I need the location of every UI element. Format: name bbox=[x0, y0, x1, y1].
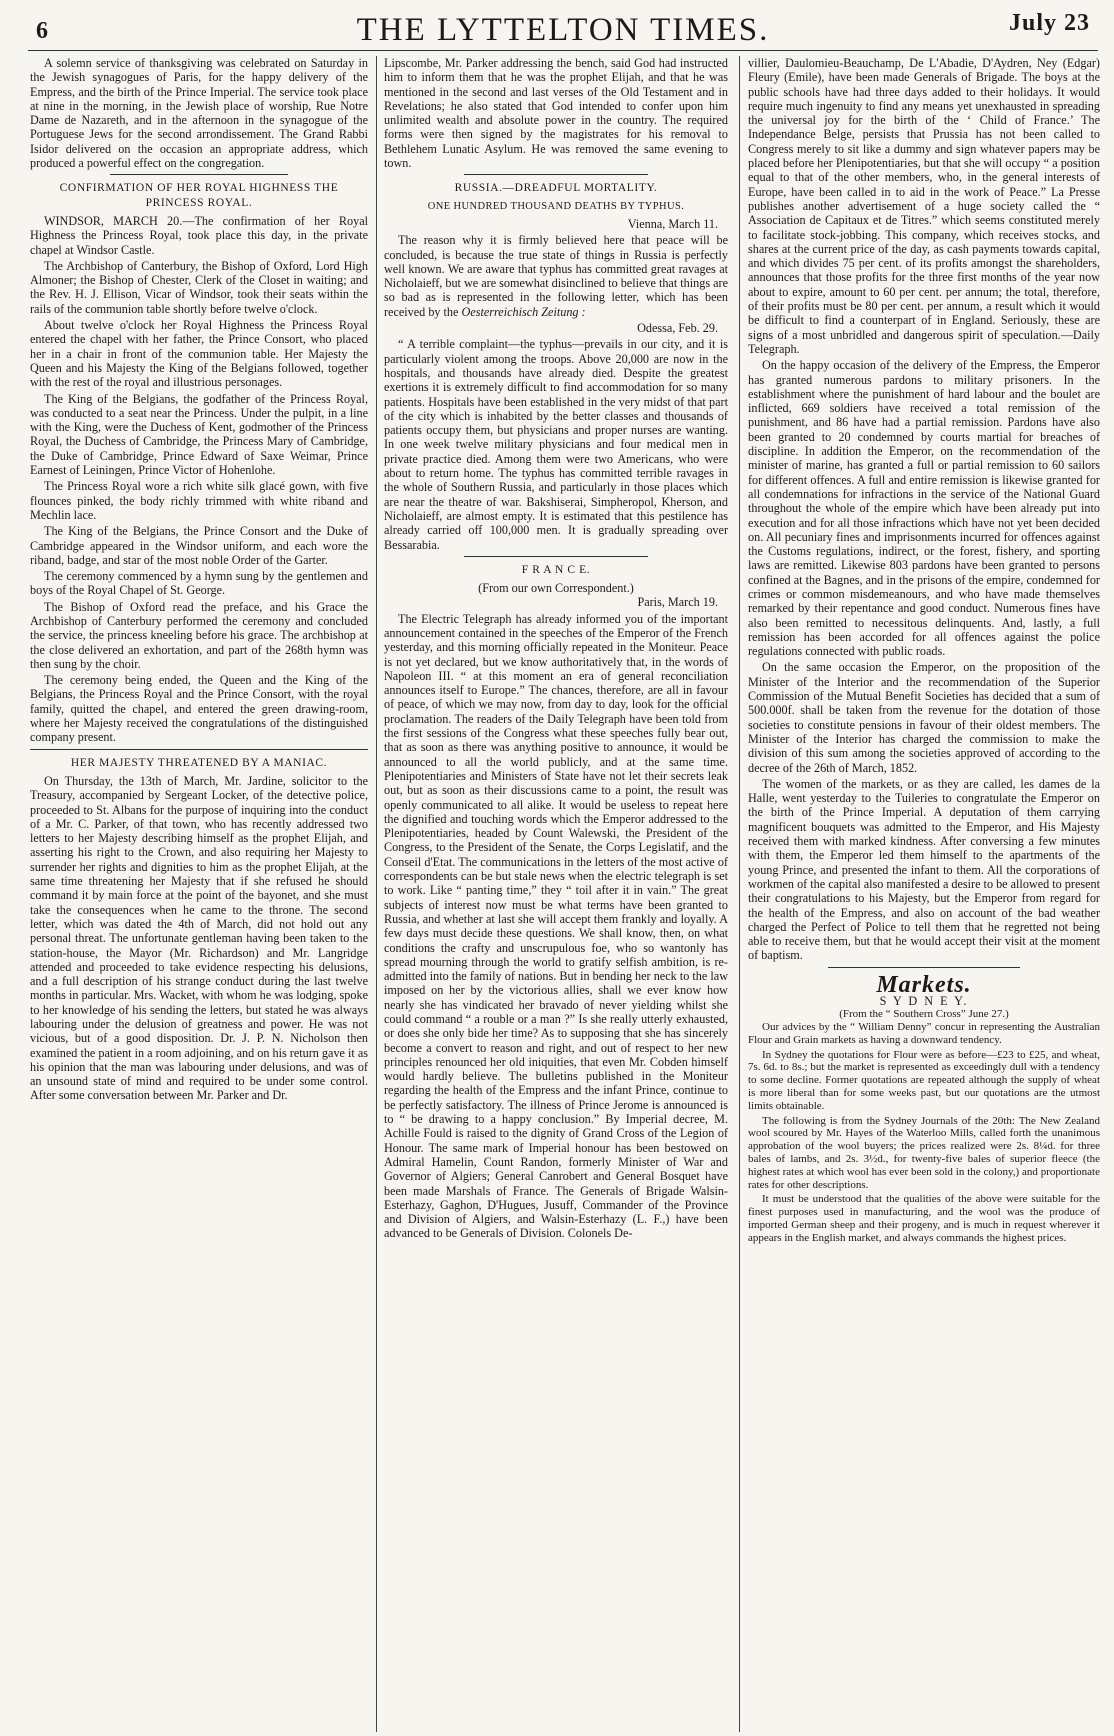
article-paragraph: WINDSOR, MARCH 20.—The confirmation of her Royal Highness the Princess Royal, took place this day, in the private chapel at Windsor Castle. bbox=[30, 213, 368, 257]
article-paragraph: Lipscombe, Mr. Parker addressing the bench, said God had instructed him to inform them that he was the prophet Elijah, and that he was mentioned in the second and last verses of the Old Testament and in Revelations; he also stated that God intended to confer upon him unlimited wealth and absolute power in the country. The required forms were then signed by the magistrates for his removal to Bethlehem Lunatic Asylum. He was removed the same evening to town. bbox=[384, 56, 728, 171]
article-paragraph: The Bishop of Oxford read the preface, and his Grace the Archbishop of Canterbury performed the ceremony and concluded the service, the princess kneeling before his grace. The archbishop at the close delivered an exhortation, and part of the 268th hymn was then sung by the choir. bbox=[30, 599, 368, 671]
article-paragraph: Our advices by the “ William Denny” concur in representing the Australian Flour and Grain markets as having a downward tendency. bbox=[748, 1021, 1100, 1046]
article-paragraph: In Sydney the quotations for Flour were as before—£23 to £25, and wheat, 7s. 6d. to 8s.; but the market is represented as exceedingly dull with a tendency to some decline. Former quotations are repeated although the supply of wheat is more liberal than for some weeks past, but our quotations are the utmost limits obtainable. bbox=[748, 1048, 1100, 1112]
article-paragraph: The ceremony commenced by a hymn sung by the gentlemen and boys of the Royal Chapel of St. George. bbox=[30, 569, 368, 598]
column-3 bbox=[748, 56, 1100, 1732]
article-paragraph: “ A terrible complaint—the typhus—prevails in our city, and it is particularly violent among the troops. Above 20,000 are now in the hospitals, and thousands have already died. Despite the greatest exertions it is extremely difficult to find accommodation for so many patients. Hospitals have been established in the very midst of that part of the city which is inhabited by the better classes and thousands of patients occupy them, but physicians and proper nurses are wanting. In one week twelve military physicians and four medical men in private practice died. Among them were two Americans, who were about to return home. The typhus has committed terrible ravages in the whole of Southern Russia, and particularly in those places which are near the theatre of war. Bakshiserai, Simpheropol, Kherson, and Nicholaieff, are almost empty. It is estimated that this pestilence has already carried off 100,000 men. It is gradually spreading over Bessarabia. bbox=[384, 337, 728, 552]
newspaper-name: Oesterreichisch Zeitung : bbox=[461, 304, 586, 319]
paragraph-text: The reason why it is firmly believed here that peace will be concluded, is because the true state of things in Russia is perfectly well known. We are aware that typhus has committed great ravages at Nicholaieff, but we are somewhat disinclined to believe that things are so bad as is represented in the following letter, which has been received by the bbox=[384, 233, 728, 319]
article-paragraph: The Princess Royal wore a rich white silk glacé gown, with five flounces pinked, the body richly trimmed with white riband and Mechlin lace. bbox=[30, 479, 368, 522]
article-paragraph: A solemn service of thanksgiving was celebrated on Saturday in the Jewish synagogues of Paris, for the happy delivery of the Empress, and the birth of the Prince Imperial. The service took place at nine in the morning, in the Jewish place of worship, Rue Notre Dame de Nazareth, and in the afternoon in the synagogue of the Portuguese Jews for the second arrondissement. The Grand Rabbi Isidor delivered on the occasion an appropriate address, which produced a powerful effect on the congregation. bbox=[30, 56, 368, 171]
article-paragraph: villier, Daulomieu-Beauchamp, De L'Abadie, D'Aydren, Ney (Edgar) Fleury (Emile), have been made Generals of Brigade. The boys at the public schools have had three days added to their holidays. It would require much ingenuity to find any means yet unexhausted in spreading the universal joy for the birth of the ‘ Child of France.’ The Independance Belge, persists that Prussia has not been called to Congress merely to sit like a dummy and sign whatever papers may be placed before her Plenipotentiaries, but that she will occupy “ a position equal to that of the other members, who, in the general interests of Europe, have been called in to aid in the work of Peace.” La Presse publishes another advertisement of a huge society called the “ Association de Capitaux et de Titres.” which seems constituted merely to facilitate stock-jobbing. This company, which receives stocks, and shares at the current price of the day, as cash payments towards capital, and which divides 75 per cent. of its profits amongst the shareholders, announces that those profits for the three first months of the year now about to expire, amount to 60 per cent. per annum; the total, therefore, of their profits must be 80 per cent. per annum, a result which it would be difficult to find a counterpart of in England. Seriously, these are signs of a most unbridled and dangerous spirit of speculation.—Daily Telegraph. bbox=[748, 56, 1100, 356]
article-paragraph: About twelve o'clock her Royal Highness the Princess Royal entered the chapel with her father, the Prince Consort, who placed her in a chair in front of the communion table. Her Majesty the Queen and his Majesty the King of the Belgians followed, together with the rest of the royal and illustrious personages. bbox=[30, 318, 368, 390]
column-2 bbox=[384, 56, 728, 1732]
article-paragraph: On Thursday, the 13th of March, Mr. Jardine, solicitor to the Treasury, accompanied by Sergeant Locker, of the detective police, proceeded to St. Albans for the purpose of inquiring into the conduct of a Mr. C. Parker, of that town, who has recently addressed two letters to her Majesty describing himself as the prophet Elijah, and asserting his right to the Crown, and also requiring her Majesty to surrender her rights and dignities to him as the prophet Elijah, at the same time threatening her Majesty that if she refused he should command it by main force at the point of the bayonet, and she must take the consequences when he came to the throne. The second letter, which was dated the 4th of March, did not hold out any personal threat. The unfortunate gentleman having been taken to the station-house, the Mayor (Mr. Richardson) and Mr. Langridge attended and proceeded to take evidence respecting his delusions, and a full description of his strange conduct during the last twelve months in particular. Mrs. Wacket, with whom he was lodging, spoke to her knowledge of his sending the letters, but stated he was always labouring under the delusion of greatness and power. He was not vicious, but of a good disposition. Dr. J. P. N. Nicholson then examined the patient in a room adjoining, and on his return gave it as his opinion that the man was labouring under delusions, and was of an unsound state of mind and required to be under some control. After some conversation between Mr. Parker and Dr. bbox=[30, 773, 368, 1103]
article-separator bbox=[464, 556, 648, 557]
article-paragraph: The Archbishop of Canterbury, the Bishop of Oxford, Lord High Almoner; the Bishop of Chester, Clerk of the Closet in waiting; and the Rev. H. J. Ellison, Vicar of Windsor, took their seats within the rails of the communion table shortly before twelve o'clock. bbox=[30, 258, 368, 316]
markets-source: (From the “ Southern Cross” June 27.) bbox=[839, 1008, 1009, 1021]
markets-city: S Y D N E Y. bbox=[879, 994, 969, 1008]
article-paragraph: The ceremony being ended, the Queen and the King of the Belgians, the Princess Royal and the Prince Consort, with the royal family, quitted the chapel, and entered the green drawing-room, where her Majesty received the congratulations of the distinguished company present. bbox=[30, 673, 368, 745]
article-headline: HER MAJESTY THREATENED BY A MANIAC. bbox=[70, 756, 328, 769]
article-paragraph: On the happy occasion of the delivery of the Empress, the Emperor has granted numerous pardons to military prisoners. In the establishment where the punishment of hard labour and the boulet are inflicted, 669 soldiers have received a total remission of the punishment, and 86 have had a partial remission. Pardons have also been granted to 20 condemned by courts martial for breaches of discipline. In addition the Emperor, on the recommendation of the minister of marine, has granted a full or partial remission to 60 sailors for different offences. A full and entire remission is likewise granted for all condemnations for infractions in the service of the National Guard throughout the whole of the empire which have been already put into execution and for all those infractions which have not yet been decided on. All pecuniary fines and imprisonments incurred for offences against the Customs regulations, indirect, or the forest, fishery, and sporting laws are remitted. Likewise 803 pardons have been granted to persons confined at the Bagnes, and in the prisons of the empire, condemned for crimes or common misdemeanours, and who have made themselves remarked by their repentance and good conduct. Numerous fines have also been remitted to necessitous delinquents. And, lastly, a full remission has been accorded for all offences against the police regulations connected with public roads. bbox=[748, 358, 1100, 659]
column-divider bbox=[376, 56, 377, 1732]
article-paragraph: It must be understood that the qualities of the above were suitable for the finest purposes used in manufacturing, and the wool was the produce of imported German sheep and their progeny, and is much in request wherever it appears in the English market, and always commands the highest prices. bbox=[748, 1193, 1100, 1244]
dateline: Vienna, March 11. bbox=[627, 216, 718, 231]
masthead bbox=[28, 4, 1098, 48]
column-1 bbox=[30, 56, 368, 1732]
article-headline: F R A N C E. bbox=[521, 563, 591, 576]
article-separator bbox=[30, 749, 368, 750]
article-paragraph bbox=[384, 233, 728, 319]
newspaper-title: THE LYTTELTON TIMES. bbox=[356, 12, 770, 48]
article-paragraph: The following is from the Sydney Journals of the 20th: The New Zealand wool scoured by Mr. Hayes of the Waterloo Mills, called forth the unanimous approbation of the wool buyers; the prices realized were 2s. 8¼d. for three bales of lambs, and 2s. 3½d., for twenty-five bales of superior fleece (the highest rates at which wool has ever been sold in the colony,) and proportionate rates for other descriptions. bbox=[748, 1114, 1100, 1191]
article-subheadline: (From our own Correspondent.) bbox=[478, 581, 634, 596]
article-separator bbox=[828, 967, 1020, 968]
dateline: Odessa, Feb. 29. bbox=[637, 321, 718, 336]
article-paragraph: The King of the Belgians, the godfather of the Princess Royal, was conducted to a seat near the Princess. Under the pulpit, in a line with the King, were the Duchess of Kent, godmother of the Princess Royal, the Duchess of Cambridge, the Princess Mary of Cambridge, the Duke of Cambridge, Prince Edward of Saxe Weimar, Prince Earnest of Leiningen, Prince Victor of Hohenlohe. bbox=[30, 391, 368, 478]
issue-date: July 23 bbox=[1008, 10, 1090, 36]
article-headline: CONFIRMATION OF HER ROYAL HIGHNESS THE PRINCESS ROYAL. bbox=[59, 182, 339, 209]
markets-heading: Markets. bbox=[876, 971, 972, 998]
masthead-rule bbox=[28, 50, 1098, 51]
article-headline: RUSSIA.—DREADFUL MORTALITY. bbox=[454, 182, 658, 195]
article-separator bbox=[464, 174, 648, 175]
article-paragraph: The Electric Telegraph has already informed you of the important announcement contained in the speeches of the Emperor of the French yesterday, and this morning officially repeated in the Moniteur. Peace is not yet declared, but we know authoritatively that, in the words of Napoleon III. “ at this moment an era of general reconciliation announces itself to Europe.” The chances, therefore, are all in favour of peace, of which we may now, from day to day, look for the official proclamation. The readers of the Daily Telegraph have been told from the first sessions of the Congress what these speeches fully bear out, that as soon as there was anything positive to announce, it would be announced to all the world publicly, and at the same time. Plenipotentiaries and Ministers of State have not let their secrets leak out, but as soon as their discussions came to a point, the result was openly communicated to all alike. It would be useless to repeat here the dignified and touching words which the Emperor addressed to the Plenipotentiaries, headed by Count Walewski, the President of the Congress, to the President of the Senate, the Corps Legislatif, and the Conseil d'Etat. The communications in the letters of the most active of correspondents can be but stale news when the electric telegraph is set to work. Like “ panting time,” they “ toil after it in vain.” The great subjects of interest now must be what terms have been granted to Russia, and whether at last she will accept them frankly and loyally. A few days must decide these questions. We shall know, then, on what conditions the crafty and unscrupulous foe, who so wantonly has spread mourning through the world to gratify selfish ambition, is re-admitted into the family of nations. But in bending her neck to the law imposed on her by the victorious allies, shall we ever know how nearly she has vindicated her bravado of never yielding whilst she could command “ a rouble or a man ?” Is she really utterly exhausted, or does she only bide her time? As to supposing that she has sincerely become a convert to reason and right, and out of respect to her new principles renounced her old iniquities, that even Mr. Cobden himself would hardly believe. The bulletins published in the Moniteur regarding the health of the Empress and the infant Prince, continue to be perfectly satisfactory. The illness of Prince Jerome is announced is to “ be drawing to a happy conclusion.” By Imperial decree, M. Achille Fould is raised to the dignity of Grand Cross of the Legion of Honour. The same mark of Imperial honour has been bestowed on Admiral Hamelin, Count Randon, formerly Minister of War and Governor of Algiers; General Canrobert and General Bosquet have been made Marshals of France. The Generals of Brigade Walsin-Esterhazy, Gaghon, D'Hugues, Jusuff, Commander of the Province and Division of Algiers, and Walsin-Esterhazy (L. F.,) have been advanced to be Generals of Division. Colonels De- bbox=[384, 611, 728, 1241]
article-subheadline: ONE HUNDRED THOUSAND DEATHS BY TYPHUS. bbox=[427, 200, 685, 212]
dateline: Paris, March 19. bbox=[637, 595, 718, 610]
column-divider bbox=[739, 56, 740, 1732]
article-paragraph: The women of the markets, or as they are called, les dames de la Halle, went yesterday to the Tuileries to congratulate the Emperor on the birth of the Prince Imperial. A deputation of them carrying magnificent bouquets was admitted to the Emperor, and His Majesty received them with marked kindness. After conversing a few minutes with them, the Emperor led them himself to the apartments of the young Prince, and presented the infant to them. All the corporations of workmen of the capital also manifested a desire to be allowed to present their congratulations to his Majesty, but the Emperor from regard for the health of the Empress, and also on account of the bad weather charged the Perfect of Police to tell them that he regretted not being able to receive them, but that he would accept their visit at the moment of baptism. bbox=[748, 776, 1100, 963]
article-separator bbox=[110, 174, 288, 175]
article-paragraph: On the same occasion the Emperor, on the proposition of the Minister of the Interior and the recommendation of the Superior Commission of the Mutual Benefit Societies has decided that a sum of 500.000f. shall be taken from the revenue for the dotation of those societies to constitute pensions in favour of their oldest members. The Minister of the Interior has charged the commission to make the division of this sum among the societies approved of according to the decree of the 26th of March, 1852. bbox=[748, 660, 1100, 775]
article-paragraph: The King of the Belgians, the Prince Consort and the Duke of Cambridge appeared in the Windsor uniform, and each wore the riband, badge, and star of the most noble Order of the Garter. bbox=[30, 524, 368, 567]
page-number: 6 bbox=[36, 18, 48, 44]
